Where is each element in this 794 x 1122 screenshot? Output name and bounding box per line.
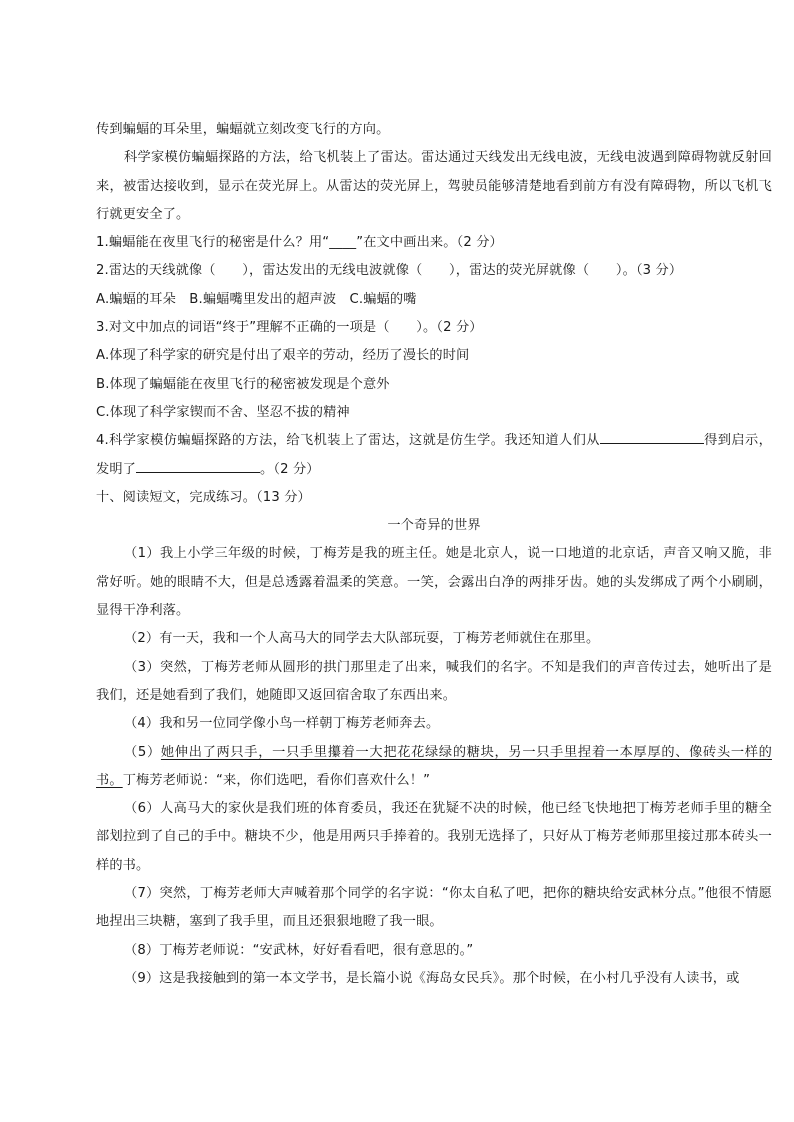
article-paragraph-9: （9）这是我接触到的第一本文学书，是长篇小说《海岛女民兵》。那个时候，在小村几乎没有人读书，或: [124, 970, 740, 986]
paragraph-5-number: （5）: [124, 744, 161, 760]
article-paragraph-2: （2）有一天，我和一个人高马大的同学去大队部玩耍，丁梅芳老师就住在那里。: [124, 631, 600, 647]
question-4-text-1: 4.科学家模仿蝙蝠探路的方法，给飞机装上了雷达，这就是仿生学。我还知道人们从: [96, 433, 600, 449]
question-3: 3.对文中加点的词语“终于”理解不正确的一项是（ ）。（2 分）: [96, 320, 483, 336]
article-paragraph-1: （1）我上小学三年级的时候，丁梅芳是我的班主任。她是北京人，说一口地道的北京话，声音又响又脆，非常好听。她的眼睛不大，但是总透露着温柔的笑意。一笑，会露出白净的两排牙齿。她的头发绑成了两个小刷刷，显得干净利落。: [96, 546, 772, 619]
question-3-option-c: C.体现了科学家锲而不舍、坚忍不拔的精神: [96, 404, 350, 420]
question-3-option-b: B.体现了蝙蝠能在夜里飞行的秘密被发现是个意外: [96, 376, 390, 392]
article-title: 一个奇异的世界: [387, 518, 481, 534]
article-paragraph-7: （7）突然，丁梅芳老师大声喊着那个同学的名字说：“你太自私了吧，把你的糖块给安武林分点。”他很不情愿地捏出三块糖，塞到了我手里，而且还狠狠地瞪了我一眼。: [96, 886, 772, 930]
article-paragraph-3: （3）突然，丁梅芳老师从圆形的拱门那里走了出来，喊我们的名字。不知是我们的声音传过去，她听出了是我们，还是她看到了我们，她随即又返回宿舍取了东西出来。: [96, 659, 772, 703]
article-paragraph-5: [96, 739, 772, 796]
question-2: 2.雷达的天线就像（ ），雷达发出的无线电波就像（ ），雷达的荧光屏就像（ ）。（3 分）: [96, 263, 683, 279]
answer-blank[interactable]: [136, 458, 260, 473]
question-4-text-3: 。（2 分）: [260, 461, 320, 477]
article-paragraph-8: （8）丁梅芳老师说：“安武林，好好看看吧，很有意思的。”: [124, 942, 474, 958]
passage-paragraph: 科学家模仿蝙蝠探路的方法，给飞机装上了雷达。雷达通过天线发出无线电波，无线电波遇到障碍物就反射回来，被雷达接收到，显示在荧光屏上。从雷达的荧光屏上，驾驶员能够清楚地看到前方有没有障碍物，所以飞机飞行就更安全了。: [96, 150, 772, 222]
article-paragraph-6: （6）人高马大的家伙是我们班的体育委员，我还在犹疑不决的时候，他已经飞快地把丁梅芳老师手里的糖全部划拉到了自己的手中。糖块不少，他是用两只手捧着的。我别无选择了，只好从丁梅芳老师那里接过那本砖头一样的书。: [96, 801, 772, 873]
underlined-sentence: 她伸出了两只手，一只手里攥着一大把花花绿绿的糖块，另一只手里捏着一本厚厚的、像砖头一样的书。: [96, 744, 772, 788]
question-2-options: A.蝙蝠的耳朵 B.蝙蝠嘴里发出的超声波 C.蝙蝠的嘴: [96, 291, 417, 307]
passage-line: 传到蝙蝠的耳朵里，蝙蝠就立刻改变飞行的方向。: [96, 122, 390, 137]
section-heading: 十、阅读短文，完成练习。（13 分）: [96, 489, 311, 505]
question-4: [96, 427, 772, 484]
question-3-option-a: A.体现了科学家的研究是付出了艰辛的劳动，经历了漫长的时间: [96, 348, 470, 364]
paragraph-5-rest: 丁梅芳老师说：“来，你们选吧，看你们喜欢什么！”: [122, 772, 431, 788]
answer-blank[interactable]: [600, 429, 704, 444]
question-1: 1.蝙蝠能在夜里飞行的秘密是什么？用“____”在文中画出来。（2 分）: [96, 235, 503, 251]
article-paragraph-4: （4）我和另一位同学像小鸟一样朝丁梅芳老师奔去。: [124, 716, 440, 732]
document-page: [96, 116, 772, 993]
question-4-text-2: 得到启示，发明了: [96, 433, 773, 477]
